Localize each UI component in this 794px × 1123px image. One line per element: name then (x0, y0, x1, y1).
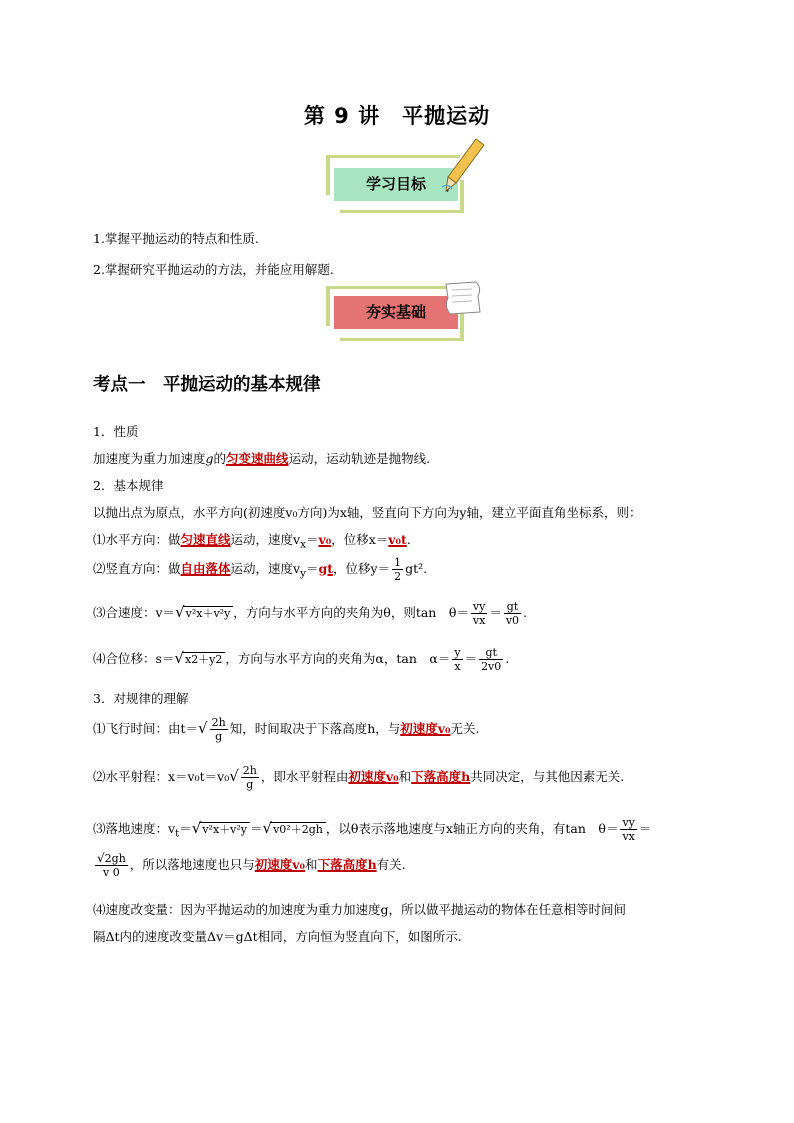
goal-2: 2.掌握研究平抛运动的方法，并能应用解题. (93, 262, 334, 277)
basics-frame-bottom (340, 338, 464, 341)
s3-landing-velocity: ⑶落地速度：$v_t=√v^2x+v^2y =√v0^2+2gh$ ，以θ表示落地速度与x轴正方向的夹角，有tan θ＝ $\frac{vy}{vx}$ ＝ (93, 816, 652, 843)
s2-combined-displacement: ⑷合位移：s＝√x2＋y2 ，方向与水平方向的夹角为α，tan α＝ $\frac{y}{x}$ ＝ $\frac{gt}{2v0}$ . (93, 646, 510, 673)
s3-velocity-change-2: 隔Δt内的速度改变量Δv＝gΔt相同，方向恒为竖直向下，如图所示. (93, 929, 462, 944)
s1-body: 加速度为重力加速度g的匀变速曲线运动，运动轨迹是抛物线. (93, 451, 431, 466)
pencil-icon (440, 137, 486, 195)
s3-range: ⑵水平射程：x＝v₀t＝v₀√ $\frac{2h}{g}$ ，即水平射程由初速度v₀和下落高度h共同决定，与其他因素无关. (93, 764, 625, 791)
scroll-icon (440, 278, 486, 318)
s3-title: 3．对规律的理解 (93, 691, 189, 706)
s1-answer: 匀变速曲线 (226, 451, 289, 466)
s2-vertical: ⑵竖直方向：做自由落体运动，速度$v_y=gt$，位移y＝ $\frac{1}{2}$ gt². (93, 556, 428, 583)
basics-frame-left (326, 286, 330, 326)
s3-velocity-change-1: ⑷速度改变量：因为平抛运动的加速度为重力加速度g，所以做平抛运动的物体在任意相等时间间 (93, 902, 627, 917)
goals-badge: 学习目标 (334, 168, 458, 201)
s1-title: 1．性质 (93, 424, 139, 439)
s2-title: 2．基本规律 (93, 478, 164, 493)
basics-badge: 夯实基础 (334, 296, 458, 329)
s2-horizontal: ⑴水平方向：做匀速直线运动，速度$v_x=v_0$，位移x＝v₀t. (93, 532, 411, 551)
page-title: 第 9 讲 平抛运动 (303, 104, 491, 128)
goals-frame-left (326, 155, 330, 195)
goals-frame-bottom (340, 210, 464, 213)
s2-combined-velocity: ⑶合速度：v＝√v²x＋v²y ，方向与水平方向的夹角为θ，则tan θ＝ $\frac{vy}{vx}$ ＝ $\frac{gt}{v0}$ . (93, 600, 528, 627)
s2-intro: 以抛出点为原点，水平方向(初速度v₀方向)为x轴，竖直向下方向为y轴，建立平面直角坐标系，则： (93, 505, 642, 520)
s3-flight-time: ⑴飞行时间：由t＝√ $\frac{2h}{g}$ 知，时间取决于下落高度h，与初速度v₀无关. (93, 716, 480, 743)
s3-landing-velocity-cont: $\frac{√2gh}{v 0}$ ，所以落地速度也只与初速度v₀和下落高度h有关. (97, 851, 406, 879)
goal-1: 1.掌握平抛运动的特点和性质. (93, 231, 259, 246)
section-heading: 考点一 平抛运动的基本规律 (93, 375, 321, 395)
